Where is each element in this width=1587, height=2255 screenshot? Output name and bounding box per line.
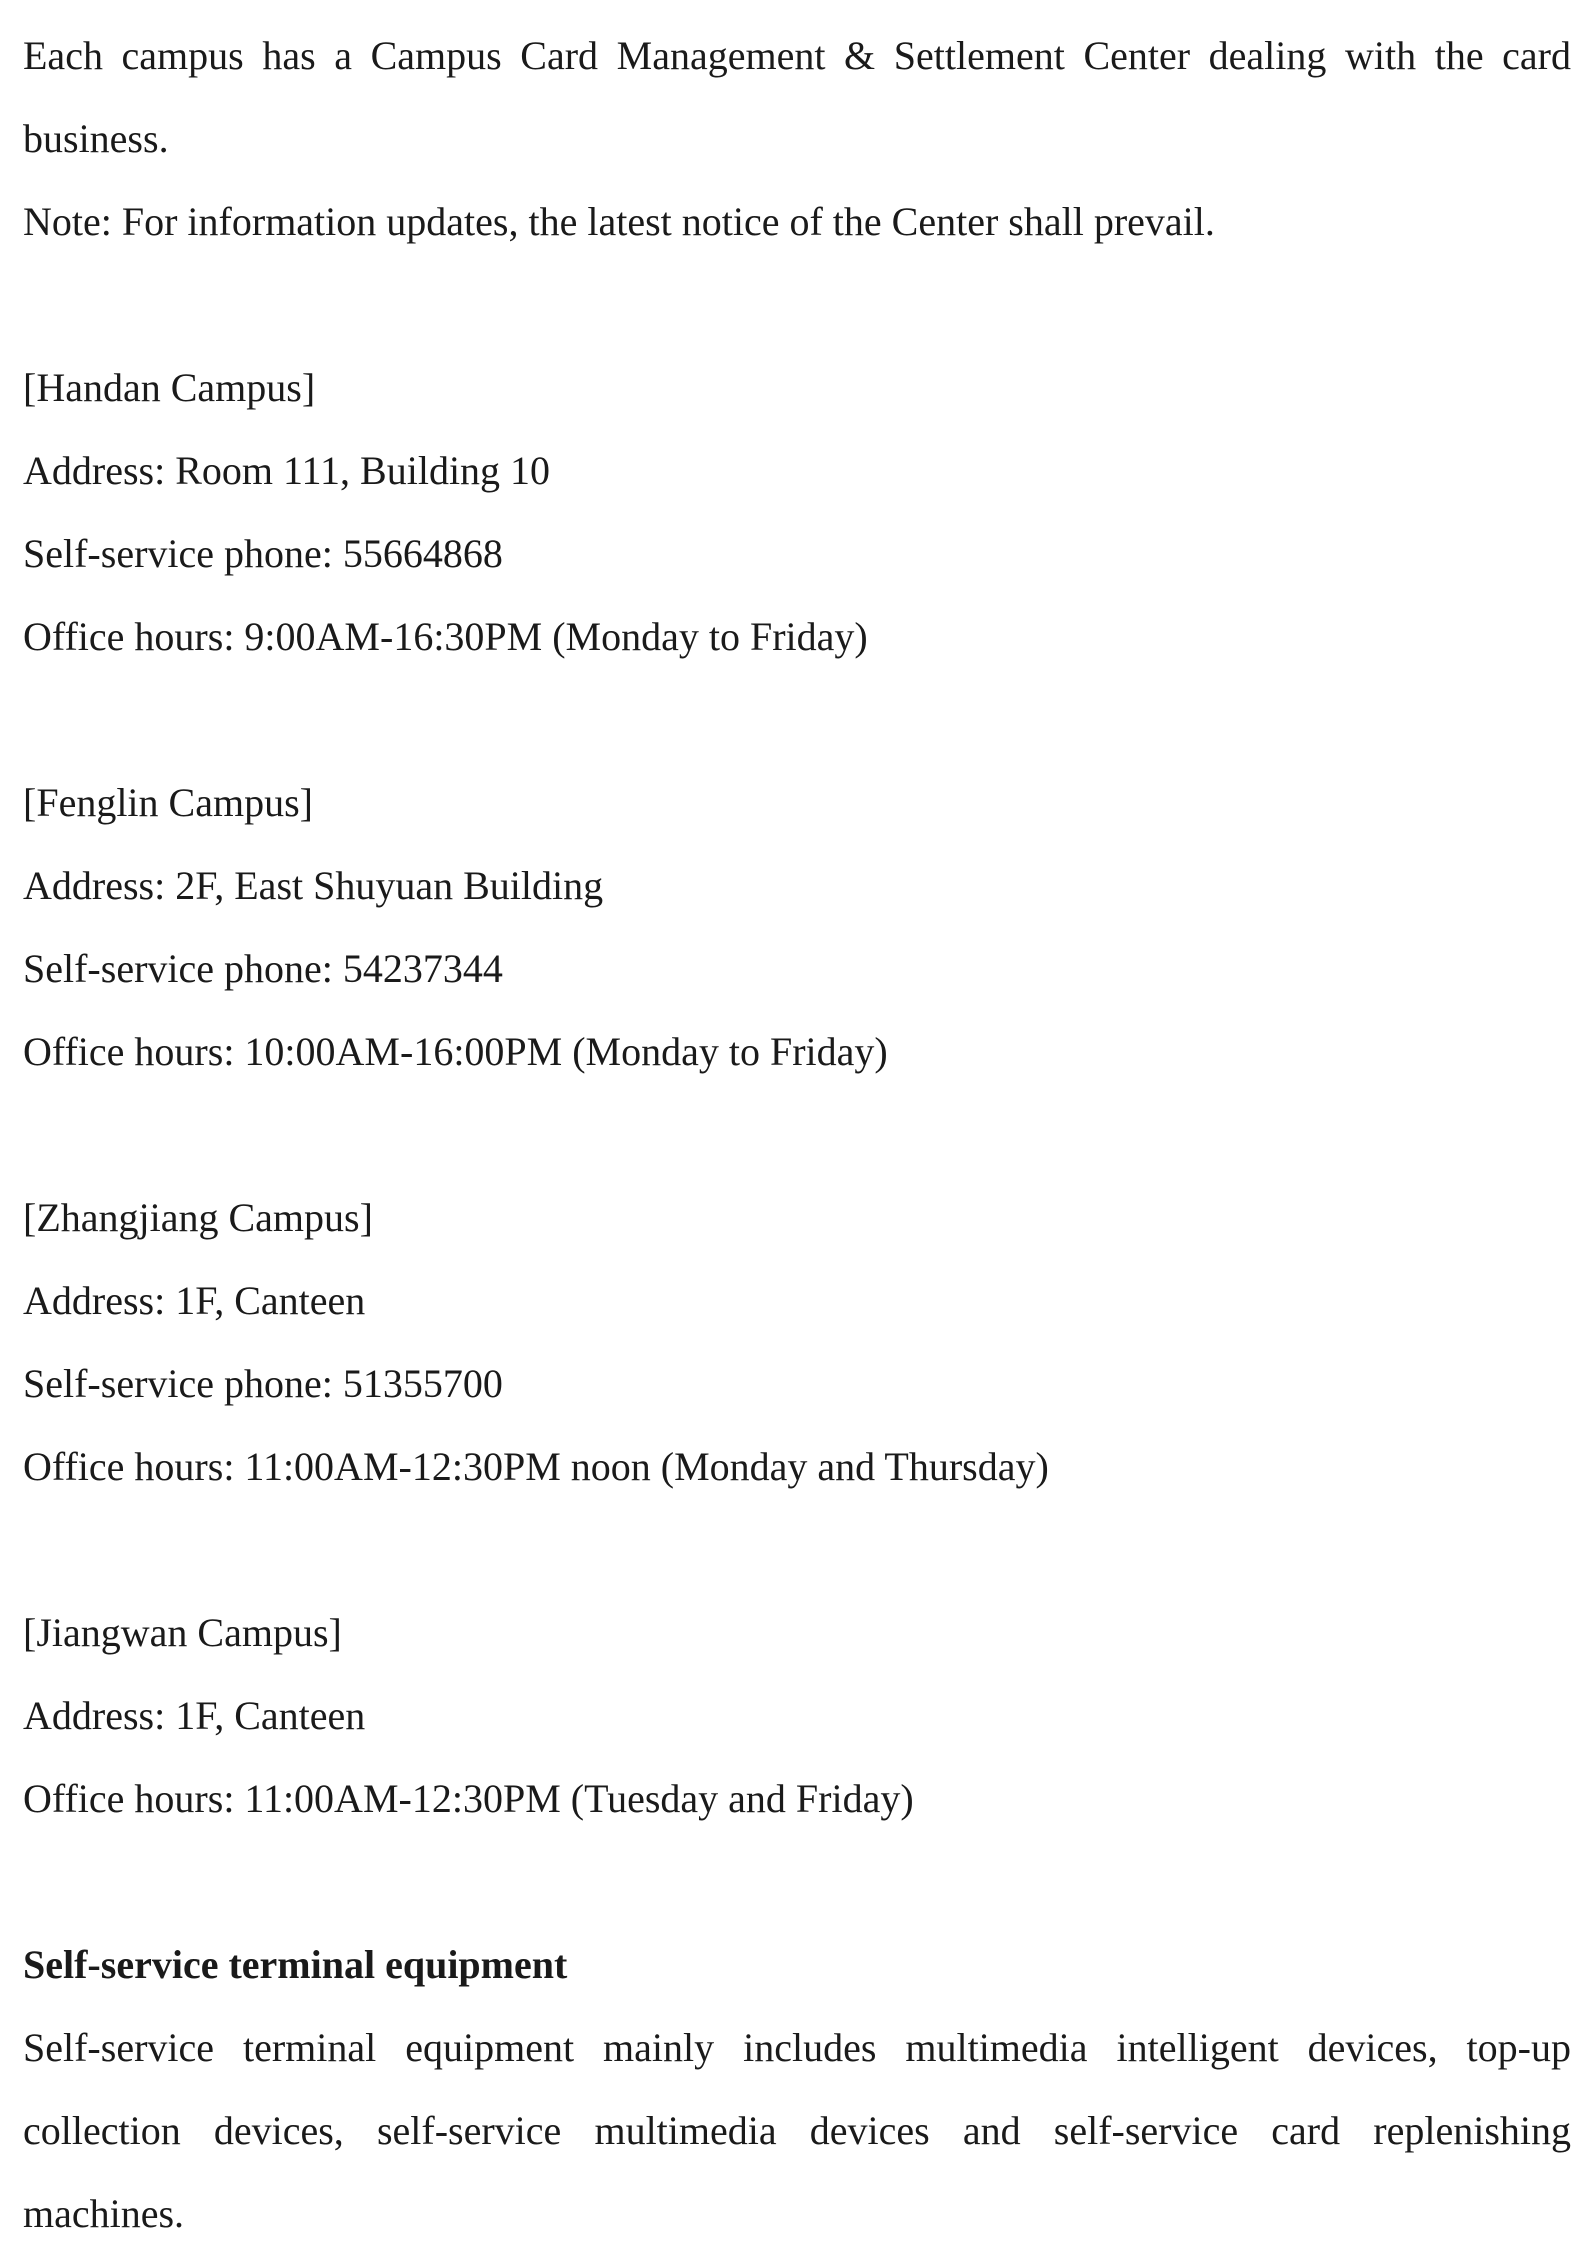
campus-jiangwan — [23, 1591, 1571, 1840]
campus-phone: Self-service phone: 54237344 — [23, 946, 503, 991]
campus-name: [Handan Campus] — [23, 365, 316, 410]
terminal-line-1: Self-service terminal equipment mainly includes multimedia intelligent devices, top-up — [23, 2025, 1571, 2070]
intro-note: Note: For information updates, the latest notice of the Center shall prevail. — [23, 199, 1215, 244]
campus-phone: Self-service phone: 55664868 — [23, 531, 503, 576]
campus-address: Address: 2F, East Shuyuan Building — [23, 863, 604, 908]
campus-hours: Office hours: 11:00AM-12:30PM (Tuesday and Friday) — [23, 1776, 914, 1821]
campus-fenglin — [23, 761, 1571, 1093]
campus-name: [Fenglin Campus] — [23, 780, 313, 825]
campus-zhangjiang — [23, 1176, 1571, 1508]
campus-hours: Office hours: 11:00AM-12:30PM noon (Monday and Thursday) — [23, 1444, 1049, 1489]
spacer — [23, 1093, 1571, 1176]
campus-name: [Zhangjiang Campus] — [23, 1195, 373, 1240]
intro-line-2: business. — [23, 116, 169, 161]
document-page — [23, 14, 1571, 2255]
terminal-line-3: machines. — [23, 2191, 185, 2236]
spacer — [23, 1508, 1571, 1591]
spacer — [23, 263, 1571, 346]
campus-address: Address: 1F, Canteen — [23, 1693, 366, 1738]
campus-address: Address: 1F, Canteen — [23, 1278, 366, 1323]
terminal-line-2: collection devices, self-service multimedia devices and self-service card replenishing — [23, 2108, 1571, 2153]
campus-hours: Office hours: 10:00AM-16:00PM (Monday to Friday) — [23, 1029, 888, 1074]
campus-name: [Jiangwan Campus] — [23, 1610, 342, 1655]
campus-handan — [23, 346, 1571, 678]
spacer — [23, 678, 1571, 761]
section-heading: Self-service terminal equipment — [23, 1942, 568, 1987]
intro-line-1: Each campus has a Campus Card Management & Settlement Center dealing with the card — [23, 33, 1571, 78]
spacer — [23, 1840, 1571, 1923]
terminal-section — [23, 1923, 1571, 2255]
campus-address: Address: Room 111, Building 10 — [23, 448, 551, 493]
campus-phone: Self-service phone: 51355700 — [23, 1361, 503, 1406]
campus-hours: Office hours: 9:00AM-16:30PM (Monday to Friday) — [23, 614, 868, 659]
